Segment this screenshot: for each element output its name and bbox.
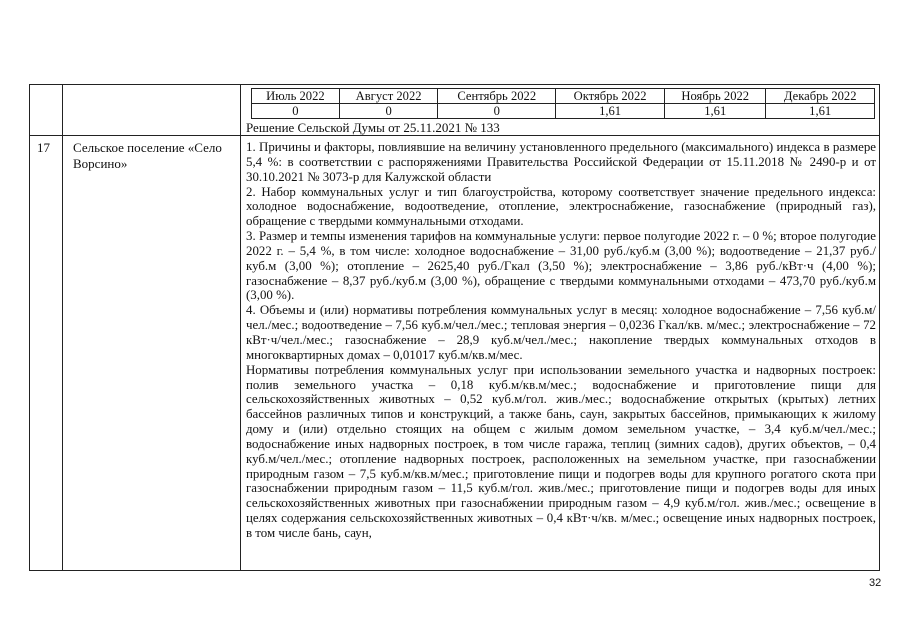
month-header: Сентябрь 2022 — [438, 89, 556, 104]
row-description — [246, 140, 876, 541]
month-value: 0 — [252, 104, 340, 119]
months-table — [251, 88, 875, 119]
column-divider — [62, 85, 63, 570]
months-header-row — [252, 89, 875, 104]
month-value: 0 — [339, 104, 438, 119]
settlement-name: Сельское поселение «Село Ворсино» — [73, 140, 222, 171]
column-divider — [240, 85, 241, 570]
month-value: 0 — [438, 104, 556, 119]
month-header: Октябрь 2022 — [556, 89, 665, 104]
month-header: Июль 2022 — [252, 89, 340, 104]
paragraph-consumption-volumes: 4. Объемы и (или) нормативы потребления коммунальных услуг в месяц: холодное водоснабжение – 7,56 куб.м/чел./мес.; водоотведение – 7,56 куб.м/чел./мес.; тепловая энергия – 0,0236 Гкал/кв. м/мес.; электроснабжение – 72 кВт·ч/чел./мес.; газоснабжение – 28,9 куб.м/чел./мес.; накопление твердых коммунальных отходов в многоквартирных домах – 0,01017 куб.м/кв.м/мес. — [246, 303, 876, 362]
month-header: Декабрь 2022 — [766, 89, 875, 104]
paragraph-services-set: 2. Набор коммунальных услуг и тип благоустройства, которому соответствует значение предельного индекса: холодное водоснабжение, водоотведение, отопление, электроснабжение, газоснабжение (природный газ), обращение с твердыми коммунальными отходами. — [246, 184, 876, 229]
month-value: 1,61 — [665, 104, 766, 119]
months-value-row — [252, 104, 875, 119]
row-divider — [30, 135, 879, 136]
table-frame — [29, 84, 880, 571]
month-header: Ноябрь 2022 — [665, 89, 766, 104]
month-value: 1,61 — [556, 104, 665, 119]
row-number: 17 — [37, 140, 50, 155]
page-number: 32 — [869, 577, 882, 589]
month-header: Август 2022 — [339, 89, 438, 104]
paragraph-factors: 1. Причины и факторы, повлиявшие на величину установленного предельного (максимального) индекса в размере 5,4 %: в соответствии с распоряжениями Правительства Российской Федерации от 15.11.2018 № 2490-р и от 30.10.2021 № 3073-р для Калужской области — [246, 140, 876, 184]
paragraph-tariffs: 3. Размер и темпы изменения тарифов на коммунальные услуги: первое полугодие 2022 г. – 0 %; второе полугодие 2022 г. – 5,4 %, в том числе: холодное водоснабжение – 31,00 руб./куб.м (3,00 %); водоотведение – 21,37 руб./куб.м (3,00 %); отопление – 2625,40 руб./Гкал (3,50 %); электроснабжение – 3,86 руб./кВт·ч (4,00 %); газоснабжение – 8,37 руб./куб.м (3,00 %), обращение с твердыми коммунальными отходами – 473,70 руб./куб.м (3,00 %). — [246, 229, 876, 303]
decision-reference: Решение Сельской Думы от 25.11.2021 № 133 — [246, 120, 500, 135]
paragraph-land-norms: Нормативы потребления коммунальных услуг при использовании земельного участка и надворных построек: полив земельного участка – 0,18 куб.м/кв.м/мес.; водоснабжение и приготовление пищи для сельскохозяйственных животных – 0,52 куб.м/гол. жив./мес.; водоснабжение открытых (крытых) летних бассейнов различных типов и конструкций, а также бань, саун, закрытых бассейнов, примыкающих к жилому дому и (или) отдельно стоящих на общем с жилым домом земельном участке, – 3,4 куб.м/чел./мес.; водоснабжение иных надворных построек, в том числе гаража, теплиц (зимних садов), других объектов, – 0,4 куб.м/чел./мес.; отопление надворных построек, расположенных на земельном участке, при газоснабжении природным газом – 7,5 куб.м/кв.м/мес.; приготовление пищи и подогрев воды для крупного рогатого скота при газоснабжении природным газом – 11,5 куб.м/гол. жив./мес.; приготовление пищи и подогрев воды для иных сельскохозяйственных животных при газоснабжении природным газом – 4,9 куб.м/гол. жив./мес.; освещение в целях содержания сельскохозяйственных животных – 0,4 кВт·ч/кв. м/мес.; освещение иных надворных построек, в том числе бань, саун, — [246, 362, 876, 540]
month-value: 1,61 — [766, 104, 875, 119]
